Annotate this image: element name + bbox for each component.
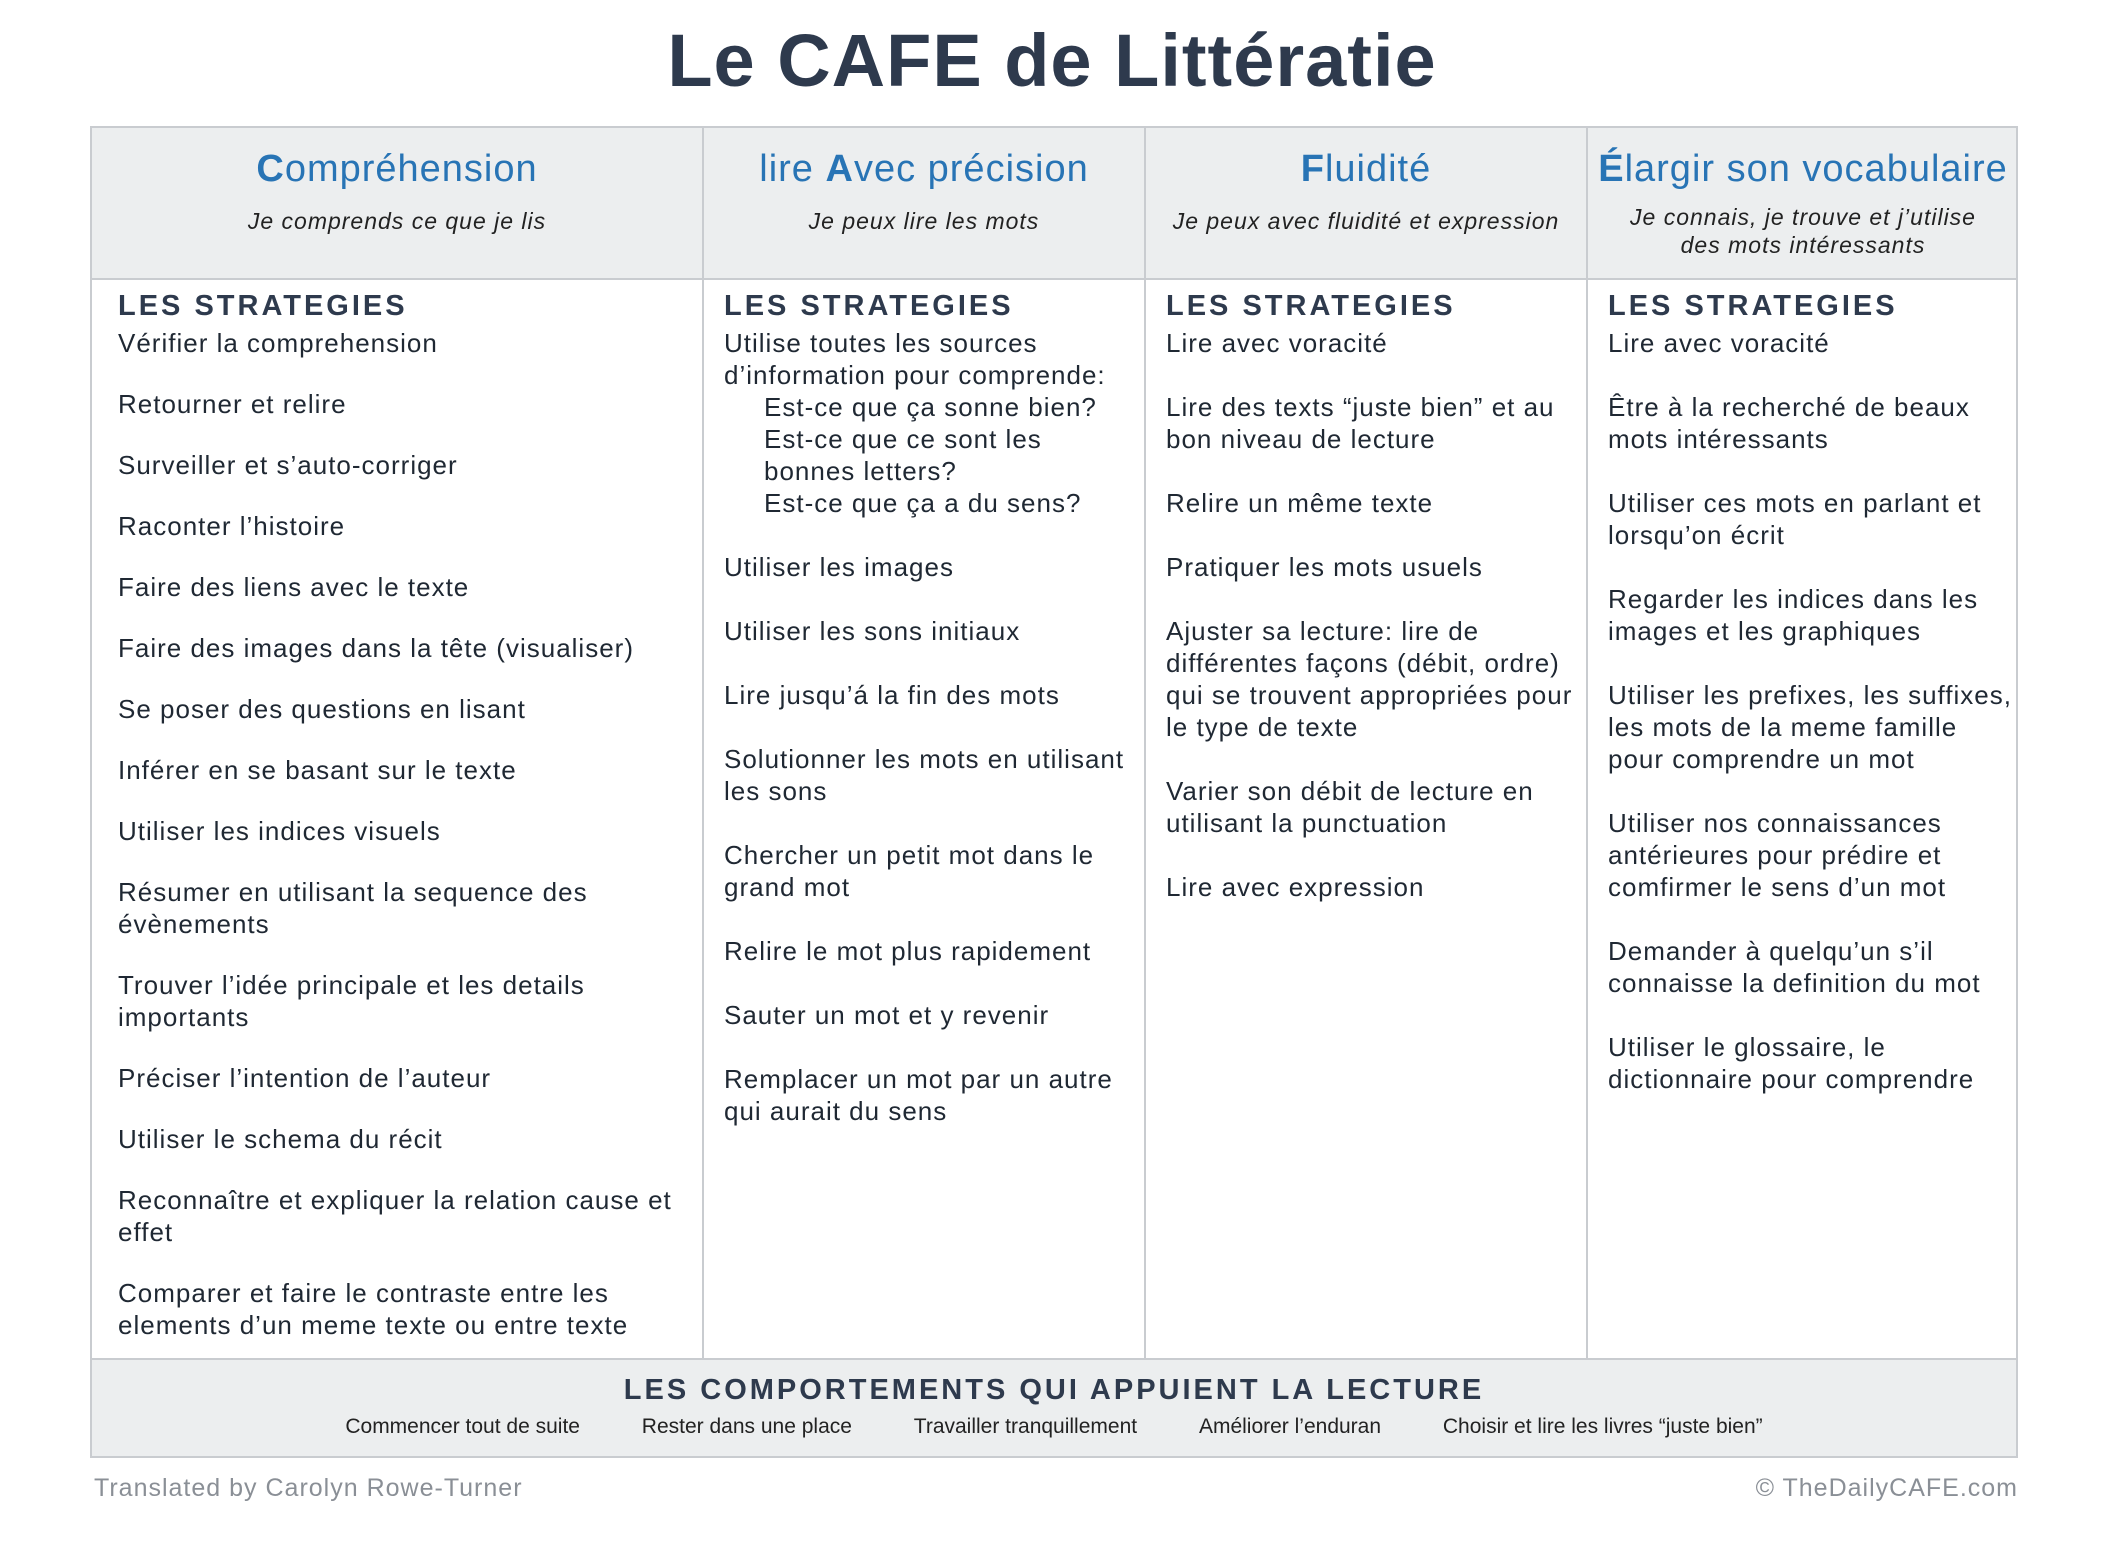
column-body-comprehension xyxy=(118,278,698,1341)
page-title: Le CAFE de Littératie xyxy=(667,19,1437,102)
strategy-item xyxy=(1608,935,2018,999)
strategy-item xyxy=(1166,615,1582,743)
behavior-item: Travailler tranquillement xyxy=(913,1415,1138,1438)
strategy-text: Lire avec voracité xyxy=(1166,328,1388,358)
column-title: lire Avec précision xyxy=(759,148,1089,190)
strategy-item xyxy=(1608,807,2018,903)
strategies-heading: LES STRATEGIES xyxy=(724,290,1014,322)
strategy-text: Ajuster sa lecture: lire de différentes façons (débit, ordre) qui se trouvent appropriées pour le type de texte xyxy=(1166,616,1573,742)
column-divider xyxy=(702,128,704,1364)
strategy-item xyxy=(724,935,1140,967)
strategy-text: Utiliser nos connaissances antérieures pour prédire et comfirmer le sens d’un mot xyxy=(1608,808,1947,902)
strategy-item xyxy=(1166,487,1582,519)
strategy-item xyxy=(118,327,698,359)
strategies-heading: LES STRATEGIES xyxy=(1608,290,1898,322)
strategy-text: Utiliser les indices visuels xyxy=(118,816,441,846)
strategy-item xyxy=(118,754,698,786)
strategy-item xyxy=(1166,871,1582,903)
strategy-text: Reconnaître et expliquer la relation cause et effet xyxy=(118,1185,672,1247)
strategies-heading: LES STRATEGIES xyxy=(118,290,408,322)
strategy-item xyxy=(1608,391,2018,455)
strategy-text: Lire avec expression xyxy=(1166,872,1425,902)
strategy-item xyxy=(1608,583,2018,647)
strategy-text: Vérifier la comprehension xyxy=(118,328,438,358)
behaviors-heading: LES COMPORTEMENTS QUI APPUIENT LA LECTURE xyxy=(623,1374,1485,1406)
strategy-item xyxy=(1166,775,1582,839)
strategy-text: Utiliser les sons initiaux xyxy=(724,616,1021,646)
column-body-vocabulary xyxy=(1608,278,2018,1095)
strategy-text: Utilise toutes les sources d’information pour comprende: xyxy=(724,328,1106,390)
strategy-text: Lire avec voracité xyxy=(1608,328,1830,358)
strategy-text: Relire un même texte xyxy=(1166,488,1434,518)
column-title: Élargir son vocabulaire xyxy=(1598,148,2008,190)
column-header-fluency xyxy=(1146,128,1586,278)
behavior-item: Commencer tout de suite xyxy=(345,1415,580,1438)
strategy-text: Utiliser les prefixes, les suffixes, les mots de la meme famille pour comprendre un mot xyxy=(1608,680,2012,774)
strategy-text: Solutionner les mots en utilisant les sons xyxy=(724,744,1125,806)
strategy-text: Varier son débit de lecture en utilisant la punctuation xyxy=(1166,776,1534,838)
strategy-text: Comparer et faire le contraste entre les elements d’un meme texte ou entre texte xyxy=(118,1278,629,1340)
strategy-item xyxy=(118,571,698,603)
strategy-text: Chercher un petit mot dans le grand mot xyxy=(724,840,1095,902)
strategy-item xyxy=(1166,391,1582,455)
strategy-text: Remplacer un mot par un autre qui aurait du sens xyxy=(724,1064,1113,1126)
strategy-subitem: Est-ce que ce sont les bonnes letters? xyxy=(764,424,1042,486)
strategy-item xyxy=(724,1063,1140,1127)
behavior-item: Rester dans une place xyxy=(641,1415,852,1438)
strategy-text: Utiliser le glossaire, le dictionnaire pour comprendre xyxy=(1608,1032,1975,1094)
behaviors-list xyxy=(92,1415,2016,1439)
strategy-item xyxy=(1608,1031,2018,1095)
behavior-item: Choisir et lire les livres “juste bien” xyxy=(1442,1415,1763,1438)
strategy-text: Trouver l’idée principale et les details importants xyxy=(118,970,585,1032)
strategy-item xyxy=(724,551,1140,583)
strategy-item xyxy=(1166,327,1582,359)
strategy-item xyxy=(724,327,1140,519)
column-title: Compréhension xyxy=(256,148,538,190)
column-header-accuracy xyxy=(704,128,1144,278)
strategy-item xyxy=(118,1062,698,1094)
copyright-credit: © TheDailyCAFE.com xyxy=(1755,1474,2018,1502)
column-body-accuracy xyxy=(724,278,1140,1127)
column-divider xyxy=(1144,128,1146,1364)
strategy-item xyxy=(724,679,1140,711)
behavior-item: Améliorer l’enduran xyxy=(1198,1415,1382,1438)
strategy-text: Lire jusqu’á la fin des mots xyxy=(724,680,1060,710)
strategy-item xyxy=(118,632,698,664)
strategy-text: Résumer en utilisant la sequence des évènements xyxy=(118,877,588,939)
strategy-subitems xyxy=(724,391,1140,519)
strategy-item xyxy=(118,693,698,725)
strategy-text: Raconter l’histoire xyxy=(118,511,346,541)
strategy-list xyxy=(724,327,1140,1127)
strategy-item xyxy=(118,1123,698,1155)
strategy-item xyxy=(118,1277,698,1341)
column-header-vocabulary xyxy=(1588,128,2018,278)
strategy-item xyxy=(1608,679,2018,775)
strategy-text: Faire des liens avec le texte xyxy=(118,572,470,602)
strategy-list xyxy=(118,327,698,1341)
column-divider xyxy=(1586,128,1588,1364)
strategy-list xyxy=(1166,327,1582,903)
column-subtitle: Je peux avec fluidité et expression xyxy=(1172,208,1560,234)
strategy-text: Se poser des questions en lisant xyxy=(118,694,526,724)
strategy-item xyxy=(724,743,1140,807)
strategy-text: Préciser l’intention de l’auteur xyxy=(118,1063,492,1093)
strategy-text: Sauter un mot et y revenir xyxy=(724,1000,1050,1030)
strategy-item xyxy=(1608,327,2018,359)
strategy-text: Utiliser les images xyxy=(724,552,954,582)
column-header-comprehension xyxy=(92,128,702,278)
strategy-text: Inférer en se basant sur le texte xyxy=(118,755,517,785)
strategy-list xyxy=(1608,327,2018,1095)
strategy-subitem: Est-ce que ça a du sens? xyxy=(764,488,1082,518)
column-subtitle: Je peux lire les mots xyxy=(808,208,1040,234)
strategy-item xyxy=(118,876,698,940)
behaviors-footer xyxy=(92,1358,2016,1456)
column-subtitle: Je connais, je trouve et j’utilise des mots intéressants xyxy=(1630,204,1976,258)
strategy-text: Être à la recherché de beaux mots intéressants xyxy=(1608,392,1970,454)
strategy-text: Utiliser le schema du récit xyxy=(118,1124,443,1154)
column-body-fluency xyxy=(1166,278,1582,903)
strategy-item xyxy=(1166,551,1582,583)
strategy-item xyxy=(118,1184,698,1248)
strategy-text: Faire des images dans la tête (visualiser) xyxy=(118,633,634,663)
translator-credit: Translated by Carolyn Rowe-Turner xyxy=(94,1474,523,1502)
strategy-text: Regarder les indices dans les images et les graphiques xyxy=(1608,584,1979,646)
strategy-text: Retourner et relire xyxy=(118,389,347,419)
strategy-item xyxy=(724,999,1140,1031)
strategy-item xyxy=(118,815,698,847)
strategy-subitem: Est-ce que ça sonne bien? xyxy=(764,392,1097,422)
strategy-item xyxy=(724,839,1140,903)
strategy-item xyxy=(118,388,698,420)
strategy-item xyxy=(724,615,1140,647)
strategy-text: Lire des texts “juste bien” et au bon niveau de lecture xyxy=(1166,392,1555,454)
strategy-item xyxy=(118,969,698,1033)
strategy-text: Surveiller et s’auto-corriger xyxy=(118,450,458,480)
strategy-item xyxy=(118,449,698,481)
strategy-text: Pratiquer les mots usuels xyxy=(1166,552,1483,582)
strategy-item xyxy=(118,510,698,542)
strategy-text: Relire le mot plus rapidement xyxy=(724,936,1092,966)
cafe-board xyxy=(90,126,2018,1458)
column-title: Fluidité xyxy=(1300,148,1432,190)
strategies-heading: LES STRATEGIES xyxy=(1166,290,1456,322)
strategy-text: Demander à quelqu’un s’il connaisse la definition du mot xyxy=(1608,936,1981,998)
column-subtitle: Je comprends ce que je lis xyxy=(247,208,547,234)
strategy-text: Utiliser ces mots en parlant et lorsqu’on écrit xyxy=(1608,488,1982,550)
strategy-item xyxy=(1608,487,2018,551)
